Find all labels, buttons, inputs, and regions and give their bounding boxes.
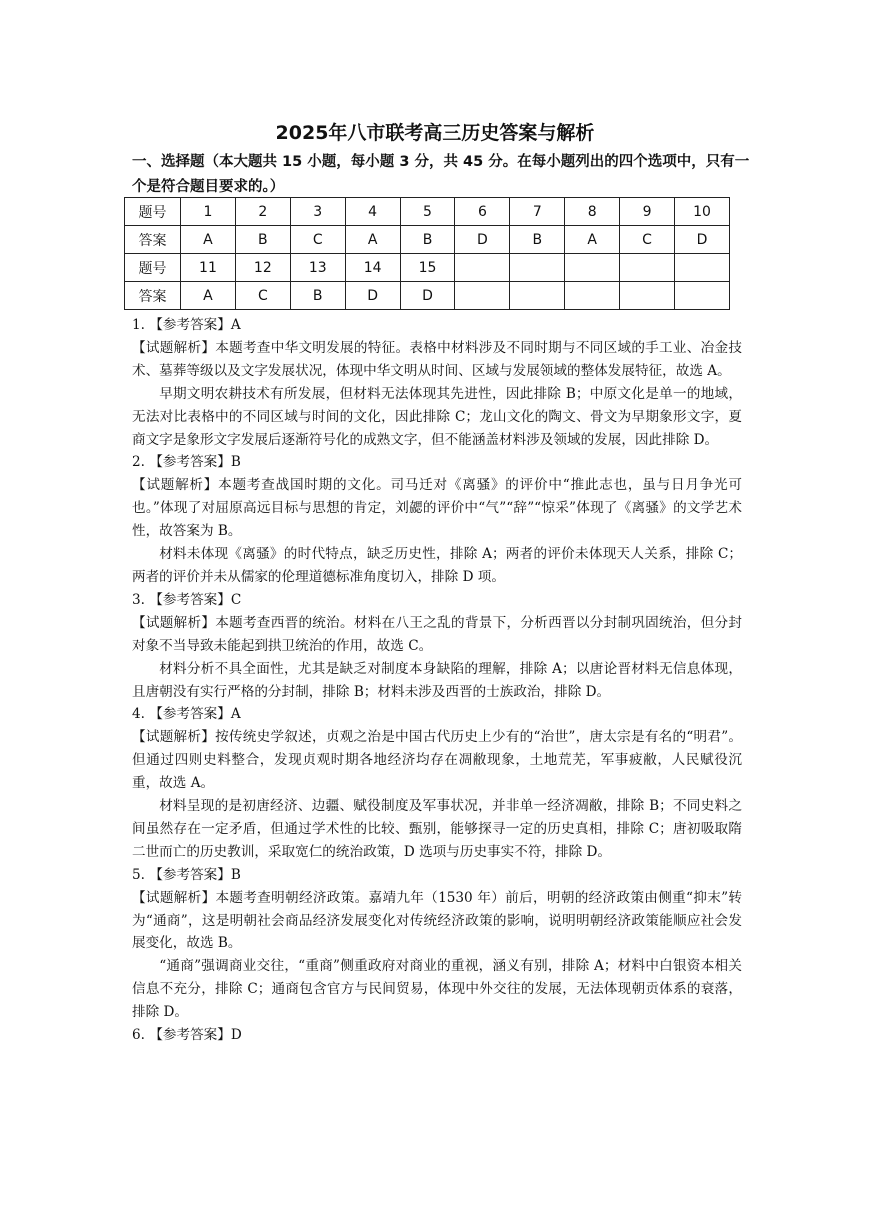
table-cell: D <box>675 226 730 254</box>
table-cell: B <box>510 226 565 254</box>
table-cell: 4 <box>345 198 400 226</box>
answer-table <box>124 197 730 310</box>
table-cell: 9 <box>620 198 675 226</box>
answer-explanations <box>132 314 742 1047</box>
analysis-paragraph: 【试题解析】本题考查战国时期的文化。司马迁对《离骚》的评价中“推此志也，虽与日月争光可也。”体现了对屈原高远目标与思想的肯定，刘勰的评价中“气”“辞”“惊采”体现了《离骚》的文学艺术性，故答案为 B。 <box>132 477 742 540</box>
elimination-paragraph: 材料呈现的是初唐经济、边疆、赋役制度及军事状况，并非单一经济凋敝，排除 B；不同史料之间虽然存在一定矛盾，但通过学术性的比较、甄别，能够探寻一定的历史真相，排除 C；唐初吸取隋二世而亡的历史教训，采取宽仁的统治政策，D 选项与历史事实不符，排除 D。 <box>132 798 742 860</box>
table-cell: D <box>455 226 510 254</box>
elimination-paragraph: 早期文明农耕技术有所发展，但材料无法体现其先进性，因此排除 B；中原文化是单一的地域，无法对比表格中的不同区域与时间的文化，因此排除 C；龙山文化的陶文、骨文为早期象形文字，夏商文字是象形文字发展后逐渐符号化的成熟文字，但不能涵盖材料涉及领域的发展，因此排除 D。 <box>132 385 742 448</box>
table-cell: 14 <box>345 254 400 282</box>
elimination-paragraph: 材料未体现《离骚》的时代特点，缺乏历史性，排除 A；两者的评价未体现天人关系，排除 C；两者的评价并未从儒家的伦理道德标准角度切入，排除 D 项。 <box>132 546 742 585</box>
table-cell: 15 <box>400 254 455 282</box>
table-cell: 6 <box>455 198 510 226</box>
table-cell <box>455 254 510 282</box>
analysis-paragraph: 【试题解析】本题考查明朝经济政策。嘉靖九年（1530 年）前后，明朝的经济政策由侧重“抑末”转为“通商”，这是明朝社会商品经济发展变化对传统经济政策的影响，说明明朝经济政策能顺应社会发展变化，故选 B。 <box>132 889 742 952</box>
table-cell: D <box>400 282 455 310</box>
answer-line: 3. 【参考答案】C <box>132 591 242 608</box>
table-cell <box>565 282 620 310</box>
page-title: 2025年八市联考高三历史答案与解析 <box>275 122 595 144</box>
table-row <box>125 254 730 282</box>
table-cell: A <box>181 226 236 254</box>
table-cell: C <box>290 226 345 254</box>
table-cell: 13 <box>290 254 345 282</box>
table-row <box>125 282 730 310</box>
answer-line: 1. 【参考答案】A <box>132 317 241 333</box>
table-cell: 2 <box>235 198 290 226</box>
table-cell <box>620 282 675 310</box>
section-heading: 一、选择题（本大题共 15 小题，每小题 3 分，共 45 分。在每小题列出的四个选项中，只有一个是符合题目要求的。） <box>132 154 750 195</box>
table-cell: 3 <box>290 198 345 226</box>
table-cell: C <box>620 226 675 254</box>
answer-line: 5. 【参考答案】B <box>132 866 241 883</box>
table-cell: 答案 <box>125 226 181 254</box>
table-cell <box>510 282 565 310</box>
table-cell: 答案 <box>125 282 181 310</box>
table-cell: 8 <box>565 198 620 226</box>
table-row <box>125 198 730 226</box>
elimination-paragraph: “通商”强调商业交往，“重商”侧重政府对商业的重视，涵义有别，排除 A；材料中白银资本相关信息不充分，排除 C；通商包含官方与民间贸易，体现中外交往的发展，无法体现朝贡体系的衰落，排除 D。 <box>132 958 742 1021</box>
table-cell <box>565 254 620 282</box>
answer-line: 6. 【参考答案】D <box>132 1027 242 1044</box>
table-cell <box>510 254 565 282</box>
table-cell: 10 <box>675 198 730 226</box>
table-cell: A <box>181 282 236 310</box>
table-cell: 题号 <box>125 198 181 226</box>
answer-line: 2. 【参考答案】B <box>132 454 241 471</box>
table-cell: A <box>345 226 400 254</box>
table-cell: B <box>400 226 455 254</box>
table-cell: B <box>235 226 290 254</box>
analysis-paragraph: 【试题解析】本题考查中华文明发展的特征。表格中材料涉及不同时期与不同区域的手工业、冶金技术、墓葬等级以及文字发展状况，体现中华文明从时间、区域与发展领域的整体发展特征，故选 A。 <box>132 339 742 379</box>
table-cell <box>455 282 510 310</box>
table-cell <box>675 254 730 282</box>
table-cell: 11 <box>181 254 236 282</box>
table-cell: B <box>290 282 345 310</box>
analysis-paragraph: 【试题解析】本题考查西晋的统治。材料在八王之乱的背景下，分析西晋以分封制巩固统治，但分封对象不当导致未能起到拱卫统治的作用，故选 C。 <box>132 614 742 654</box>
analysis-paragraph: 【试题解析】按传统史学叙述，贞观之治是中国古代历史上少有的“治世”，唐太宗是有名的“明君”。但通过四则史料整合，发现贞观时期各地经济均存在凋敝现象，土地荒芜，军事疲敝，人民赋役沉重，故选 A。 <box>132 729 742 792</box>
table-cell <box>620 254 675 282</box>
table-cell: 12 <box>235 254 290 282</box>
table-cell: A <box>565 226 620 254</box>
table-cell: 题号 <box>125 254 181 282</box>
table-cell: D <box>345 282 400 310</box>
table-cell: 1 <box>181 198 236 226</box>
table-cell: C <box>235 282 290 310</box>
table-cell: 5 <box>400 198 455 226</box>
answer-line: 4. 【参考答案】A <box>132 706 241 723</box>
elimination-paragraph: 材料分析不具全面性，尤其是缺乏对制度本身缺陷的理解，排除 A；以唐论晋材料无信息体现，且唐朝没有实行严格的分封制，排除 B；材料未涉及西晋的士族政治，排除 D。 <box>132 660 742 700</box>
table-cell <box>675 282 730 310</box>
table-cell: 7 <box>510 198 565 226</box>
table-row <box>125 226 730 254</box>
